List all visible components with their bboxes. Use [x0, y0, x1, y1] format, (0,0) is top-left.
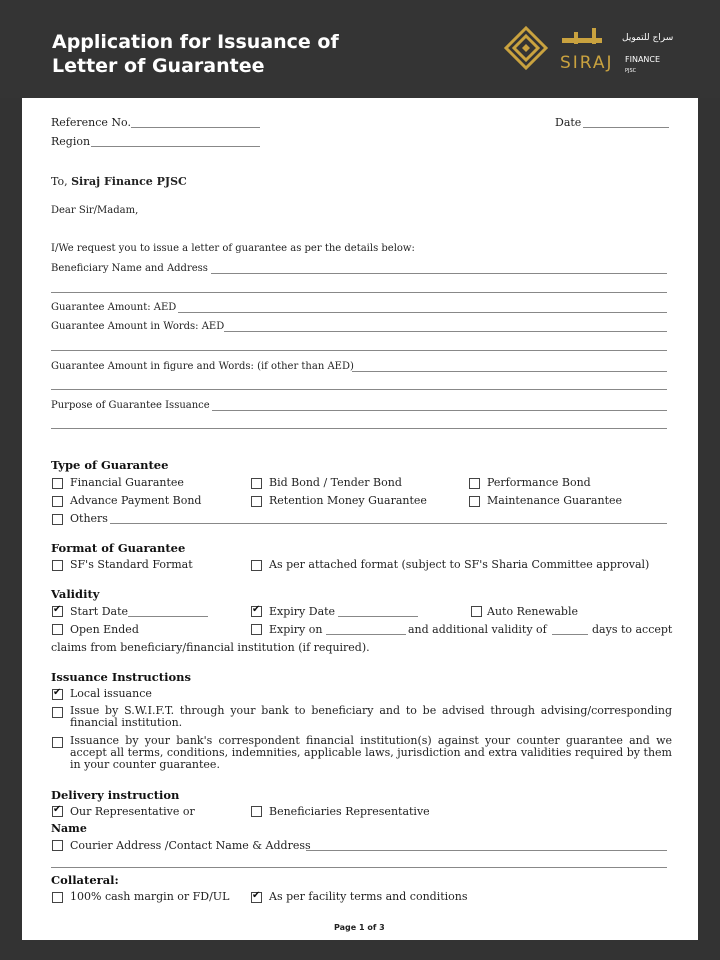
- performance-bond-checkbox[interactable]: [469, 478, 480, 489]
- name-label: Name: [51, 822, 87, 835]
- logo-finance-text: FINANCE: [625, 55, 661, 64]
- date-label: Date: [555, 116, 582, 129]
- to-label: [51, 175, 187, 188]
- siraj-finance-logo: [502, 24, 678, 84]
- financial-guarantee-label: Financial Guarantee: [70, 476, 184, 489]
- facility-terms-checkbox[interactable]: [251, 892, 262, 903]
- amount-words-field-line-2[interactable]: [51, 350, 667, 351]
- retention-money-checkbox[interactable]: [251, 496, 262, 507]
- our-representative-checkbox[interactable]: [52, 806, 63, 817]
- expiry-on-checkbox[interactable]: [251, 624, 262, 635]
- delivery-heading: Delivery instruction: [51, 788, 180, 802]
- attached-format-checkbox[interactable]: [251, 560, 262, 571]
- open-ended-checkbox[interactable]: [52, 624, 63, 635]
- bid-bond-checkbox[interactable]: [251, 478, 262, 489]
- amount-field[interactable]: [178, 312, 667, 313]
- correspondent-issuance-label: Issuance by your bank's correspondent financial institution(s) against your counter guarantee and we accept all terms, conditions, indemnities, applicable laws, jurisdiction and extra validities required by them in your counter guarantee.: [70, 734, 672, 771]
- maintenance-guarantee-label: Maintenance Guarantee: [487, 494, 623, 507]
- standard-format-label: SF's Standard Format: [70, 558, 193, 571]
- advance-payment-label: Advance Payment Bond: [70, 494, 202, 507]
- request-statement: I/We request you to issue a letter of guarantee as per the details below:: [51, 243, 415, 254]
- beneficiary-field[interactable]: [211, 273, 667, 274]
- page-number: Page 1 of 3: [334, 923, 385, 932]
- amount-words-label: Guarantee Amount in Words: AED: [51, 321, 225, 332]
- advance-payment-checkbox[interactable]: [52, 496, 63, 507]
- auto-renewable-checkbox[interactable]: [471, 606, 482, 617]
- beneficiary-field-line-2[interactable]: [51, 292, 667, 293]
- purpose-field[interactable]: [212, 410, 667, 411]
- logo-name-text: SIRAJ: [560, 53, 614, 73]
- expiry-on-label: Expiry on: [269, 623, 323, 636]
- additional-days-field[interactable]: [552, 634, 588, 635]
- others-checkbox[interactable]: [52, 514, 63, 525]
- retention-money-label: Retention Money Guarantee: [269, 494, 427, 507]
- correspondent-issuance-checkbox[interactable]: [52, 737, 63, 748]
- amount-other-label: Guarantee Amount in figure and Words: (if other than AED): [51, 361, 354, 372]
- financial-guarantee-checkbox[interactable]: [52, 478, 63, 489]
- reference-field[interactable]: [131, 127, 260, 128]
- beneficiaries-representative-checkbox[interactable]: [251, 806, 262, 817]
- amount-label: Guarantee Amount: AED: [51, 302, 177, 313]
- amount-other-field-line-2[interactable]: [51, 389, 667, 390]
- expiry-date-field[interactable]: [338, 616, 418, 617]
- maintenance-guarantee-checkbox[interactable]: [469, 496, 480, 507]
- swift-issuance-label: Issue by S.W.I.F.T. through your bank to beneficiary and to be advised through advising/corresponding financial institution.: [70, 704, 672, 729]
- bid-bond-label: Bid Bond / Tender Bond: [269, 476, 402, 489]
- beneficiary-label: Beneficiary Name and Address: [51, 263, 208, 274]
- local-issuance-label: Local issuance: [70, 687, 152, 700]
- our-representative-label: Our Representative or: [70, 805, 195, 818]
- application-form: [22, 98, 698, 940]
- others-label: Others: [70, 512, 108, 525]
- amount-other-field[interactable]: [352, 371, 667, 372]
- title-line-1: Application for Issuance of: [52, 31, 339, 53]
- format-heading: Format of Guarantee: [51, 541, 186, 555]
- performance-bond-label: Performance Bond: [487, 476, 591, 489]
- collateral-heading: Collateral:: [51, 873, 119, 887]
- expiry-date-label: Expiry Date: [269, 605, 336, 618]
- to-prefix: To,: [51, 175, 68, 188]
- local-issuance-checkbox[interactable]: [52, 689, 63, 700]
- salutation: Dear Sir/Madam,: [51, 205, 139, 216]
- header-band: [0, 0, 720, 98]
- expiry-on-field[interactable]: [326, 634, 406, 635]
- courier-address-field-line-2[interactable]: [51, 867, 667, 868]
- purpose-field-line-2[interactable]: [51, 428, 667, 429]
- auto-renewable-label: Auto Renewable: [487, 605, 578, 618]
- additional-validity-label: and additional validity of: [408, 623, 547, 636]
- cash-margin-label: 100% cash margin or FD/UL: [70, 890, 230, 903]
- expiry-date-checkbox[interactable]: [251, 606, 262, 617]
- start-date-checkbox[interactable]: [52, 606, 63, 617]
- courier-address-label: Courier Address /Contact Name & Address: [70, 839, 311, 852]
- validity-heading: Validity: [51, 587, 100, 601]
- amount-words-field[interactable]: [224, 331, 667, 332]
- document-title: [52, 30, 339, 78]
- purpose-label: Purpose of Guarantee Issuance: [51, 400, 210, 411]
- region-label: Region: [51, 135, 91, 148]
- courier-address-field[interactable]: [306, 850, 667, 851]
- cash-margin-checkbox[interactable]: [52, 892, 63, 903]
- others-field[interactable]: [110, 523, 667, 524]
- addressee-name: Siraj Finance PJSC: [71, 175, 187, 188]
- type-heading: Type of Guarantee: [51, 458, 169, 472]
- courier-address-checkbox[interactable]: [52, 840, 63, 851]
- beneficiaries-representative-label: Beneficiaries Representative: [269, 805, 430, 818]
- days-label: days to accept: [592, 623, 673, 636]
- logo-pjsc-text: PJSC: [625, 68, 637, 74]
- attached-format-label: As per attached format (subject to SF's Sharia Committee approval): [269, 558, 650, 571]
- facility-terms-label: As per facility terms and conditions: [269, 890, 468, 903]
- title-line-2: Letter of Guarantee: [52, 55, 265, 77]
- start-date-label: Start Date: [70, 605, 128, 618]
- claims-text: claims from beneficiary/financial institution (if required).: [51, 641, 370, 654]
- swift-issuance-checkbox[interactable]: [52, 707, 63, 718]
- reference-label: Reference No.: [51, 116, 131, 129]
- open-ended-label: Open Ended: [70, 623, 139, 636]
- start-date-field[interactable]: [128, 616, 208, 617]
- standard-format-checkbox[interactable]: [52, 560, 63, 571]
- logo-arabic-text: سراج للتمويل: [622, 33, 674, 43]
- region-field[interactable]: [91, 146, 260, 147]
- issuance-heading: Issuance Instructions: [51, 670, 191, 684]
- date-field[interactable]: [583, 127, 669, 128]
